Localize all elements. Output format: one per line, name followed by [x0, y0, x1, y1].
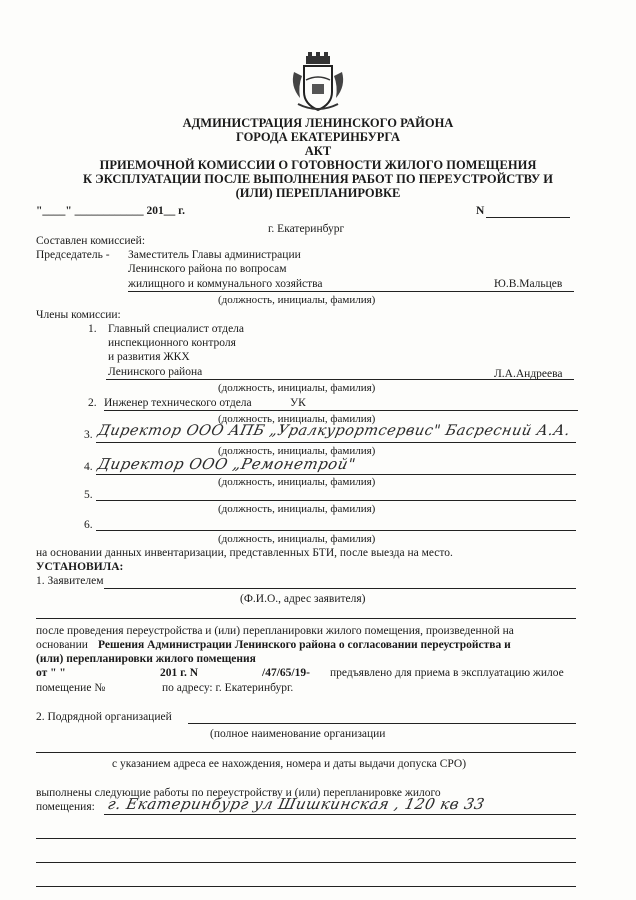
works-line-2: помещения:	[36, 801, 95, 813]
city-coat-of-arms-icon	[288, 52, 348, 114]
works-underline-2	[36, 838, 576, 839]
header-line-6: (ИЛИ) ПЕРЕПЛАНИРОВКЕ	[235, 186, 401, 200]
member-3-underline	[96, 442, 576, 443]
chair-caption: (должность, инициалы, фамилия)	[218, 294, 376, 306]
after-line-2b: Решения Администрации Ленинского района о согласовании переустройства и	[98, 639, 511, 651]
applicant-label: 1. Заявителем	[36, 575, 104, 587]
number-label: N	[476, 205, 485, 217]
applicant-caption: (Ф.И.О., адрес заявителя)	[240, 593, 366, 605]
chair-underline	[128, 291, 574, 292]
works-underline-4	[36, 886, 576, 887]
header-line-1: АДМИНИСТРАЦИЯ ЛЕНИНСКОГО РАЙОНА	[182, 116, 454, 130]
date-field: "____" ____________ 201__ г.	[36, 205, 185, 217]
member-6-underline	[96, 530, 576, 531]
member-4-caption: (должность, инициалы, фамилия)	[218, 476, 376, 488]
city-label: г. Екатеринбург	[268, 223, 345, 235]
member-2-org: УК	[290, 397, 306, 409]
member-1-position-1: Главный специалист отдела	[108, 323, 245, 335]
contractor-underline	[188, 723, 576, 724]
contractor-caption: (полное наименование организации	[210, 728, 386, 740]
composed-label: Составлен комиссией:	[36, 235, 146, 247]
member-4-handwritten: Директор ООО „Ремонетрой"	[96, 455, 358, 473]
works-underline-3	[36, 862, 576, 863]
applicant-underline	[104, 588, 576, 589]
member-6-caption: (должность, инициалы, фамилия)	[218, 533, 376, 545]
from-d: предъявлено для приема в эксплуатацию жилое	[330, 667, 564, 679]
premises-a: помещение №	[36, 682, 106, 694]
member-1-position-3: и развития ЖКХ	[108, 351, 190, 363]
member-1-underline	[106, 379, 574, 380]
chair-position-2: Ленинского района по вопросам	[128, 263, 287, 275]
member-3-caption: (должность, инициалы, фамилия)	[218, 445, 376, 457]
member-5-number: 5.	[84, 489, 93, 501]
header-line-2: ГОРОДА ЕКАТЕРИНБУРГА	[235, 130, 401, 144]
chair-position-1: Заместитель Главы администрации	[128, 249, 301, 261]
works-handwritten: г. Екатеринбург ул Шишкинская , 120 кв 33	[106, 795, 487, 813]
after-line-1: после проведения переустройства и (или) перепланировки жилого помещения, произведенной на	[36, 625, 514, 637]
member-2-underline	[104, 410, 578, 411]
member-2-position: Инженер технического отдела	[104, 397, 252, 409]
after-line-2a: основании	[36, 639, 88, 651]
member-2-caption: (должность, инициалы, фамилия)	[218, 413, 376, 425]
from-c: /47/65/19-	[262, 667, 310, 679]
member-3-number: 3.	[84, 429, 93, 441]
header-line-4: ПРИЕМОЧНОЙ КОМИССИИ О ГОТОВНОСТИ ЖИЛОГО ПОМЕЩЕНИЯ	[99, 158, 537, 172]
header-line-5: К ЭКСПЛУАТАЦИИ ПОСЛЕ ВЫПОЛНЕНИЯ РАБОТ ПО ПЕРЕУСТРОЙСТВУ И	[82, 172, 554, 186]
contractor-caption-2: с указанием адреса ее нахождения, номера и даты выдачи допуска СРО)	[112, 758, 467, 770]
member-1-number: 1.	[88, 323, 97, 335]
header-line-3: АКТ	[304, 144, 332, 158]
basis-text: на основании данных инвентаризации, представленных БТИ, после выезда на место.	[36, 547, 453, 559]
number-underline	[486, 217, 570, 218]
chair-name: Ю.В.Мальцев	[494, 278, 563, 290]
established-label: УСТАНОВИЛА:	[36, 561, 124, 573]
member-1-name: Л.А.Андреева	[494, 368, 563, 380]
contractor-label: 2. Подрядной организацией	[36, 711, 172, 723]
member-6-number: 6.	[84, 519, 93, 531]
member-5-underline	[96, 500, 576, 501]
member-1-position-2: инспекционного контроля	[108, 337, 236, 349]
works-underline-1	[104, 814, 576, 815]
member-1-caption: (должность, инициалы, фамилия)	[218, 382, 376, 394]
after-line-3: (или) перепланировки жилого помещения	[36, 653, 256, 665]
chair-position-3: жилищного и коммунального хозяйства	[128, 278, 323, 290]
from-b: 201 г. N	[160, 667, 199, 679]
member-1-position-4: Ленинского района	[108, 366, 203, 378]
members-label: Члены комиссии:	[36, 309, 121, 321]
member-5-caption: (должность, инициалы, фамилия)	[218, 503, 376, 515]
applicant-underline-2	[36, 618, 576, 619]
member-2-number: 2.	[88, 397, 97, 409]
from-a: от " "	[36, 667, 66, 679]
premises-b: по адресу: г. Екатеринбург.	[162, 682, 294, 694]
contractor-underline-2	[36, 752, 576, 753]
member-3-handwritten: Директор ООО АПБ „Уралкурортсервис" Басресний А.А.	[96, 423, 572, 439]
member-4-number: 4.	[84, 461, 93, 473]
chair-label: Председатель -	[36, 249, 110, 261]
works-line-1: выполнены следующие работы по переустройству и (или) перепланировке жилого	[36, 787, 441, 799]
